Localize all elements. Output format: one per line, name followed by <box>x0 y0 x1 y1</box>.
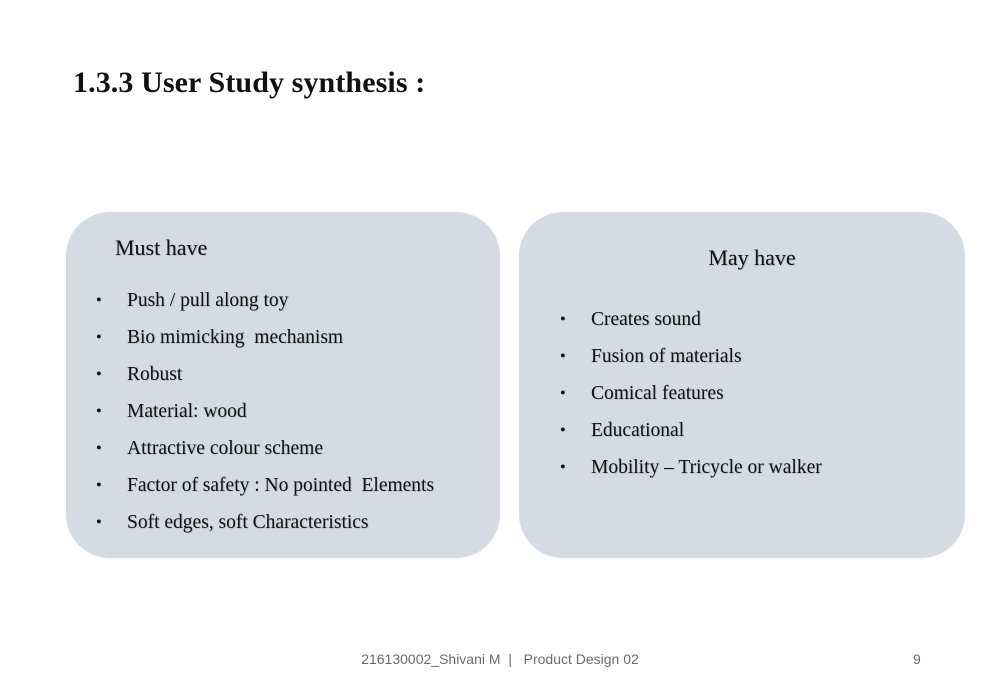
must-have-card <box>66 212 500 558</box>
bullet-icon: • <box>96 403 102 420</box>
may-have-heading: May have <box>708 245 796 270</box>
list-item <box>96 473 434 510</box>
page-number: 9 <box>913 651 921 667</box>
footer-text: 216130002_Shivani M | Product Design 02 <box>361 651 639 667</box>
list-item-label: Robust <box>127 364 183 385</box>
list-item-label: Mobility – Tricycle or walker <box>591 457 822 478</box>
slide-title: 1.3.3 User Study synthesis : <box>73 66 426 99</box>
bullet-icon: • <box>560 459 566 476</box>
list-item <box>96 288 434 325</box>
list-item <box>96 362 434 399</box>
list-item-label: Material: wood <box>127 401 247 422</box>
bullet-icon: • <box>560 348 566 365</box>
list-item <box>96 325 434 362</box>
list-item <box>96 399 434 436</box>
bullet-icon: • <box>96 440 102 457</box>
list-item-label: Educational <box>591 420 685 441</box>
list-item-label: Fusion of materials <box>591 346 742 367</box>
bullet-icon: • <box>96 292 102 309</box>
list-item-label: Bio mimicking mechanism <box>127 327 344 348</box>
may-have-list <box>560 307 822 492</box>
list-item-label: Soft edges, soft Characteristics <box>127 512 369 533</box>
list-item <box>560 307 822 344</box>
list-item <box>560 418 822 455</box>
list-item-label: Attractive colour scheme <box>127 438 323 459</box>
list-item-label: Comical features <box>591 383 724 404</box>
must-have-list <box>96 288 434 547</box>
bullet-icon: • <box>560 385 566 402</box>
list-item <box>560 344 822 381</box>
list-item <box>96 510 434 547</box>
bullet-icon: • <box>96 329 102 346</box>
must-have-heading: Must have <box>115 235 208 260</box>
list-item <box>96 436 434 473</box>
list-item-label: Creates sound <box>591 309 701 330</box>
may-have-card <box>519 212 965 558</box>
list-item <box>560 455 822 492</box>
list-item-label: Push / pull along toy <box>127 290 289 311</box>
list-item-label: Factor of safety : No pointed Elements <box>127 475 435 496</box>
bullet-icon: • <box>560 311 566 328</box>
bullet-icon: • <box>96 366 102 383</box>
bullet-icon: • <box>96 477 102 494</box>
bullet-icon: • <box>96 514 102 531</box>
list-item <box>560 381 822 418</box>
bullet-icon: • <box>560 422 566 439</box>
